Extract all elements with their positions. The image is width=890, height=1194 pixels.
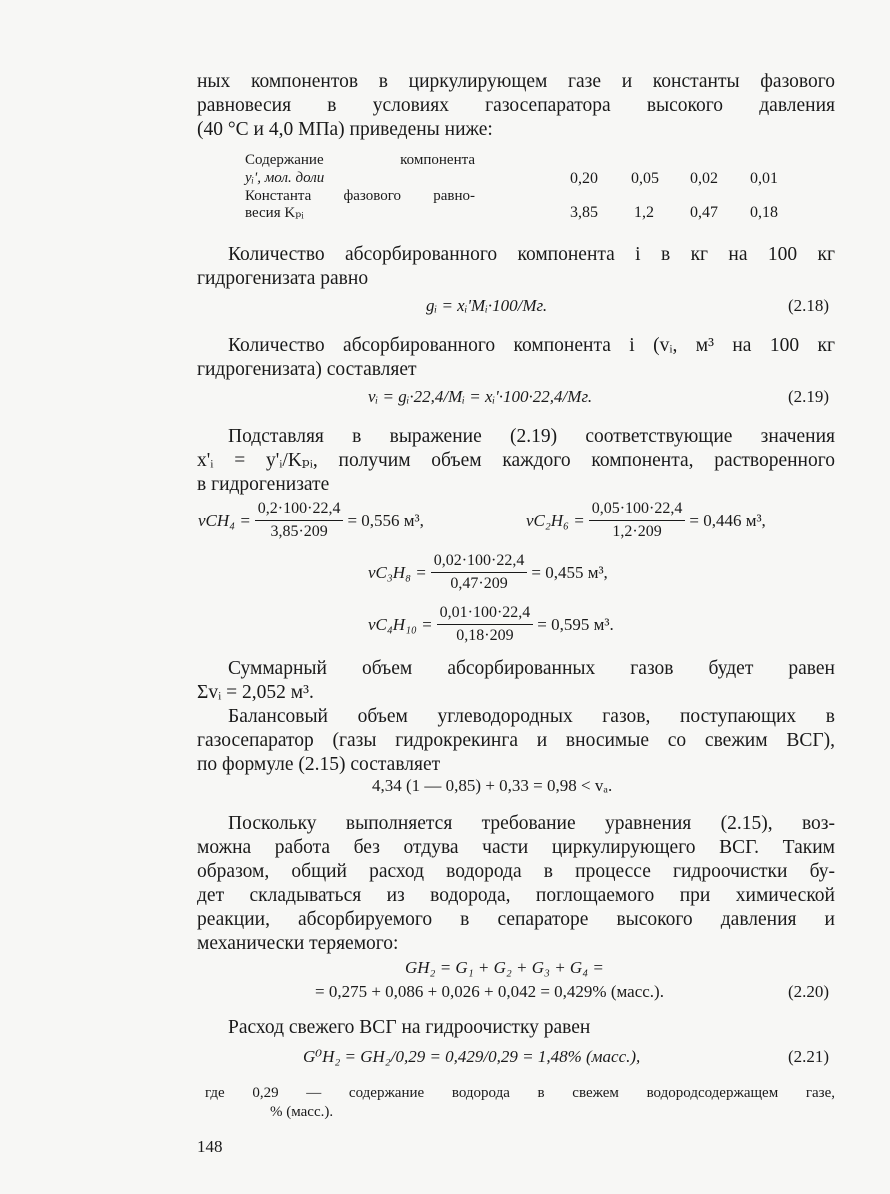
equation-2-19: vᵢ = gᵢ·22,4/Mᵢ = xᵢ'·100·22,4/Mг. (368, 387, 593, 406)
table-cell: 0,18 (750, 204, 778, 221)
intro-line-2: равновесия в условиях газосепаратора высокого давления (197, 95, 835, 116)
p4-line-1: Суммарный объем абсорбированных газов будет равен (228, 658, 835, 679)
footnote-line-2: % (масс.). (270, 1104, 334, 1120)
calc-result: = 0,595 м³. (537, 614, 614, 634)
p2-line-1: Количество абсорбированного компонента i (vᵢ, м³ на 100 кг (228, 335, 835, 356)
table-cell: 0,20 (570, 170, 598, 187)
p2-line-2: гидрогенизата) составляет (197, 359, 417, 380)
calc-result: = 0,446 м³, (689, 510, 766, 530)
calc-lhs: vCH₄ = (198, 510, 251, 530)
p3-line-3: в гидрогенизате (197, 474, 330, 495)
equation-2-20-line-1: GH₂ = G₁ + G₂ + G₃ + G₄ = (405, 958, 604, 977)
fraction-numerator: 0,2·100·22,4 (255, 500, 344, 521)
fraction-denominator: 0,18·209 (456, 627, 514, 644)
table-cell: 3,85 (570, 204, 598, 221)
calc-lhs: vC₃H₈ = (368, 562, 427, 582)
table-row1-label-1: Содержание компонента (245, 152, 475, 168)
table-row1-label-2: yᵢ', мол. доли (245, 170, 325, 186)
calc-ch4 (198, 500, 424, 541)
p5-line-2: газосепаратор (газы гидрокрекинга и вносимые со свежим ВСГ), (197, 730, 835, 751)
table-cell: 1,2 (634, 204, 654, 221)
fraction-denominator: 1,2·209 (612, 523, 662, 540)
p5-line-3: по формуле (2.15) составляет (197, 754, 441, 775)
table-row2-label-1: Константа фазового равно- (245, 188, 475, 204)
fraction-numerator: 0,02·100·22,4 (431, 552, 528, 573)
fraction (255, 500, 344, 541)
p5-line-1: Балансовый объем углеводородных газов, поступающих в (228, 706, 835, 727)
fraction-denominator: 3,85·209 (270, 523, 328, 540)
page-number: 148 (197, 1137, 223, 1156)
equation-balance: 4,34 (1 — 0,85) + 0,33 = 0,98 < vₐ. (372, 776, 613, 795)
equation-2-18: gᵢ = xᵢ'Mᵢ·100/Mг. (426, 296, 548, 315)
p6-line-5: реакции, абсорбируемого в сепараторе высокого давления и (197, 909, 835, 930)
p4-line-2: Σvᵢ = 2,052 м³. (197, 682, 314, 703)
footnote-line-1: где 0,29 — содержание водорода в свежем водородсодержащем газе, (205, 1085, 835, 1101)
fraction-denominator: 0,47·209 (450, 575, 508, 592)
calc-result: = 0,556 м³, (347, 510, 424, 530)
calc-result: = 0,455 м³, (531, 562, 608, 582)
p3-line-2: x'ᵢ = y'ᵢ/Kₚᵢ, получим объем каждого компонента, растворенного (197, 450, 835, 471)
fraction-numerator: 0,05·100·22,4 (589, 500, 686, 521)
fraction-numerator: 0,01·100·22,4 (437, 604, 534, 625)
p6-line-3: образом, общий расход водорода в процессе гидроочистки бу- (197, 861, 835, 882)
fraction (589, 500, 686, 541)
calc-c4h10 (368, 604, 614, 645)
intro-line-3: (40 °С и 4,0 МПа) приведены ниже: (197, 119, 493, 140)
equation-number: (2.21) (788, 1047, 830, 1066)
table-row2-label-2: весия Kₚᵢ (245, 205, 304, 221)
equation-number: (2.19) (788, 387, 830, 406)
p6-line-2: можна работа без отдува части циркулирующего ВСГ. Таким (197, 837, 835, 858)
table-cell: 0,05 (631, 170, 659, 187)
calc-c3h8 (368, 552, 608, 593)
equation-number: (2.18) (788, 296, 830, 315)
p6-line-4: дет складываться из водорода, поглощаемого при химической (197, 885, 835, 906)
table-cell: 0,01 (750, 170, 778, 187)
calc-lhs: vC₂H₆ = (526, 510, 585, 530)
p6-line-1: Поскольку выполняется требование уравнения (2.15), воз- (228, 813, 835, 834)
equation-number: (2.20) (788, 982, 830, 1001)
fraction (431, 552, 528, 593)
p6-line-6: механически теряемого: (197, 933, 399, 954)
intro-line-1: ных компонентов в циркулирующем газе и константы фазового (197, 71, 835, 92)
equation-2-21: G⁰H₂ = GH₂/0,29 = 0,429/0,29 = 1,48% (масс.), (303, 1047, 641, 1066)
fraction (437, 604, 534, 645)
p1-line-1: Количество абсорбированного компонента i в кг на 100 кг (228, 244, 835, 265)
table-cell: 0,47 (690, 204, 718, 221)
table-cell: 0,02 (690, 170, 718, 187)
equation-2-20-line-2: = 0,275 + 0,086 + 0,026 + 0,042 = 0,429% (масс.). (315, 982, 664, 1001)
calc-c2h6 (526, 500, 766, 541)
calc-lhs: vC₄H₁₀ = (368, 614, 433, 634)
p3-line-1: Подставляя в выражение (2.19) соответствующие значения (228, 426, 835, 447)
p1-line-2: гидрогенизата равно (197, 268, 369, 289)
p7-line-1: Расход свежего ВСГ на гидроочистку равен (228, 1017, 591, 1038)
